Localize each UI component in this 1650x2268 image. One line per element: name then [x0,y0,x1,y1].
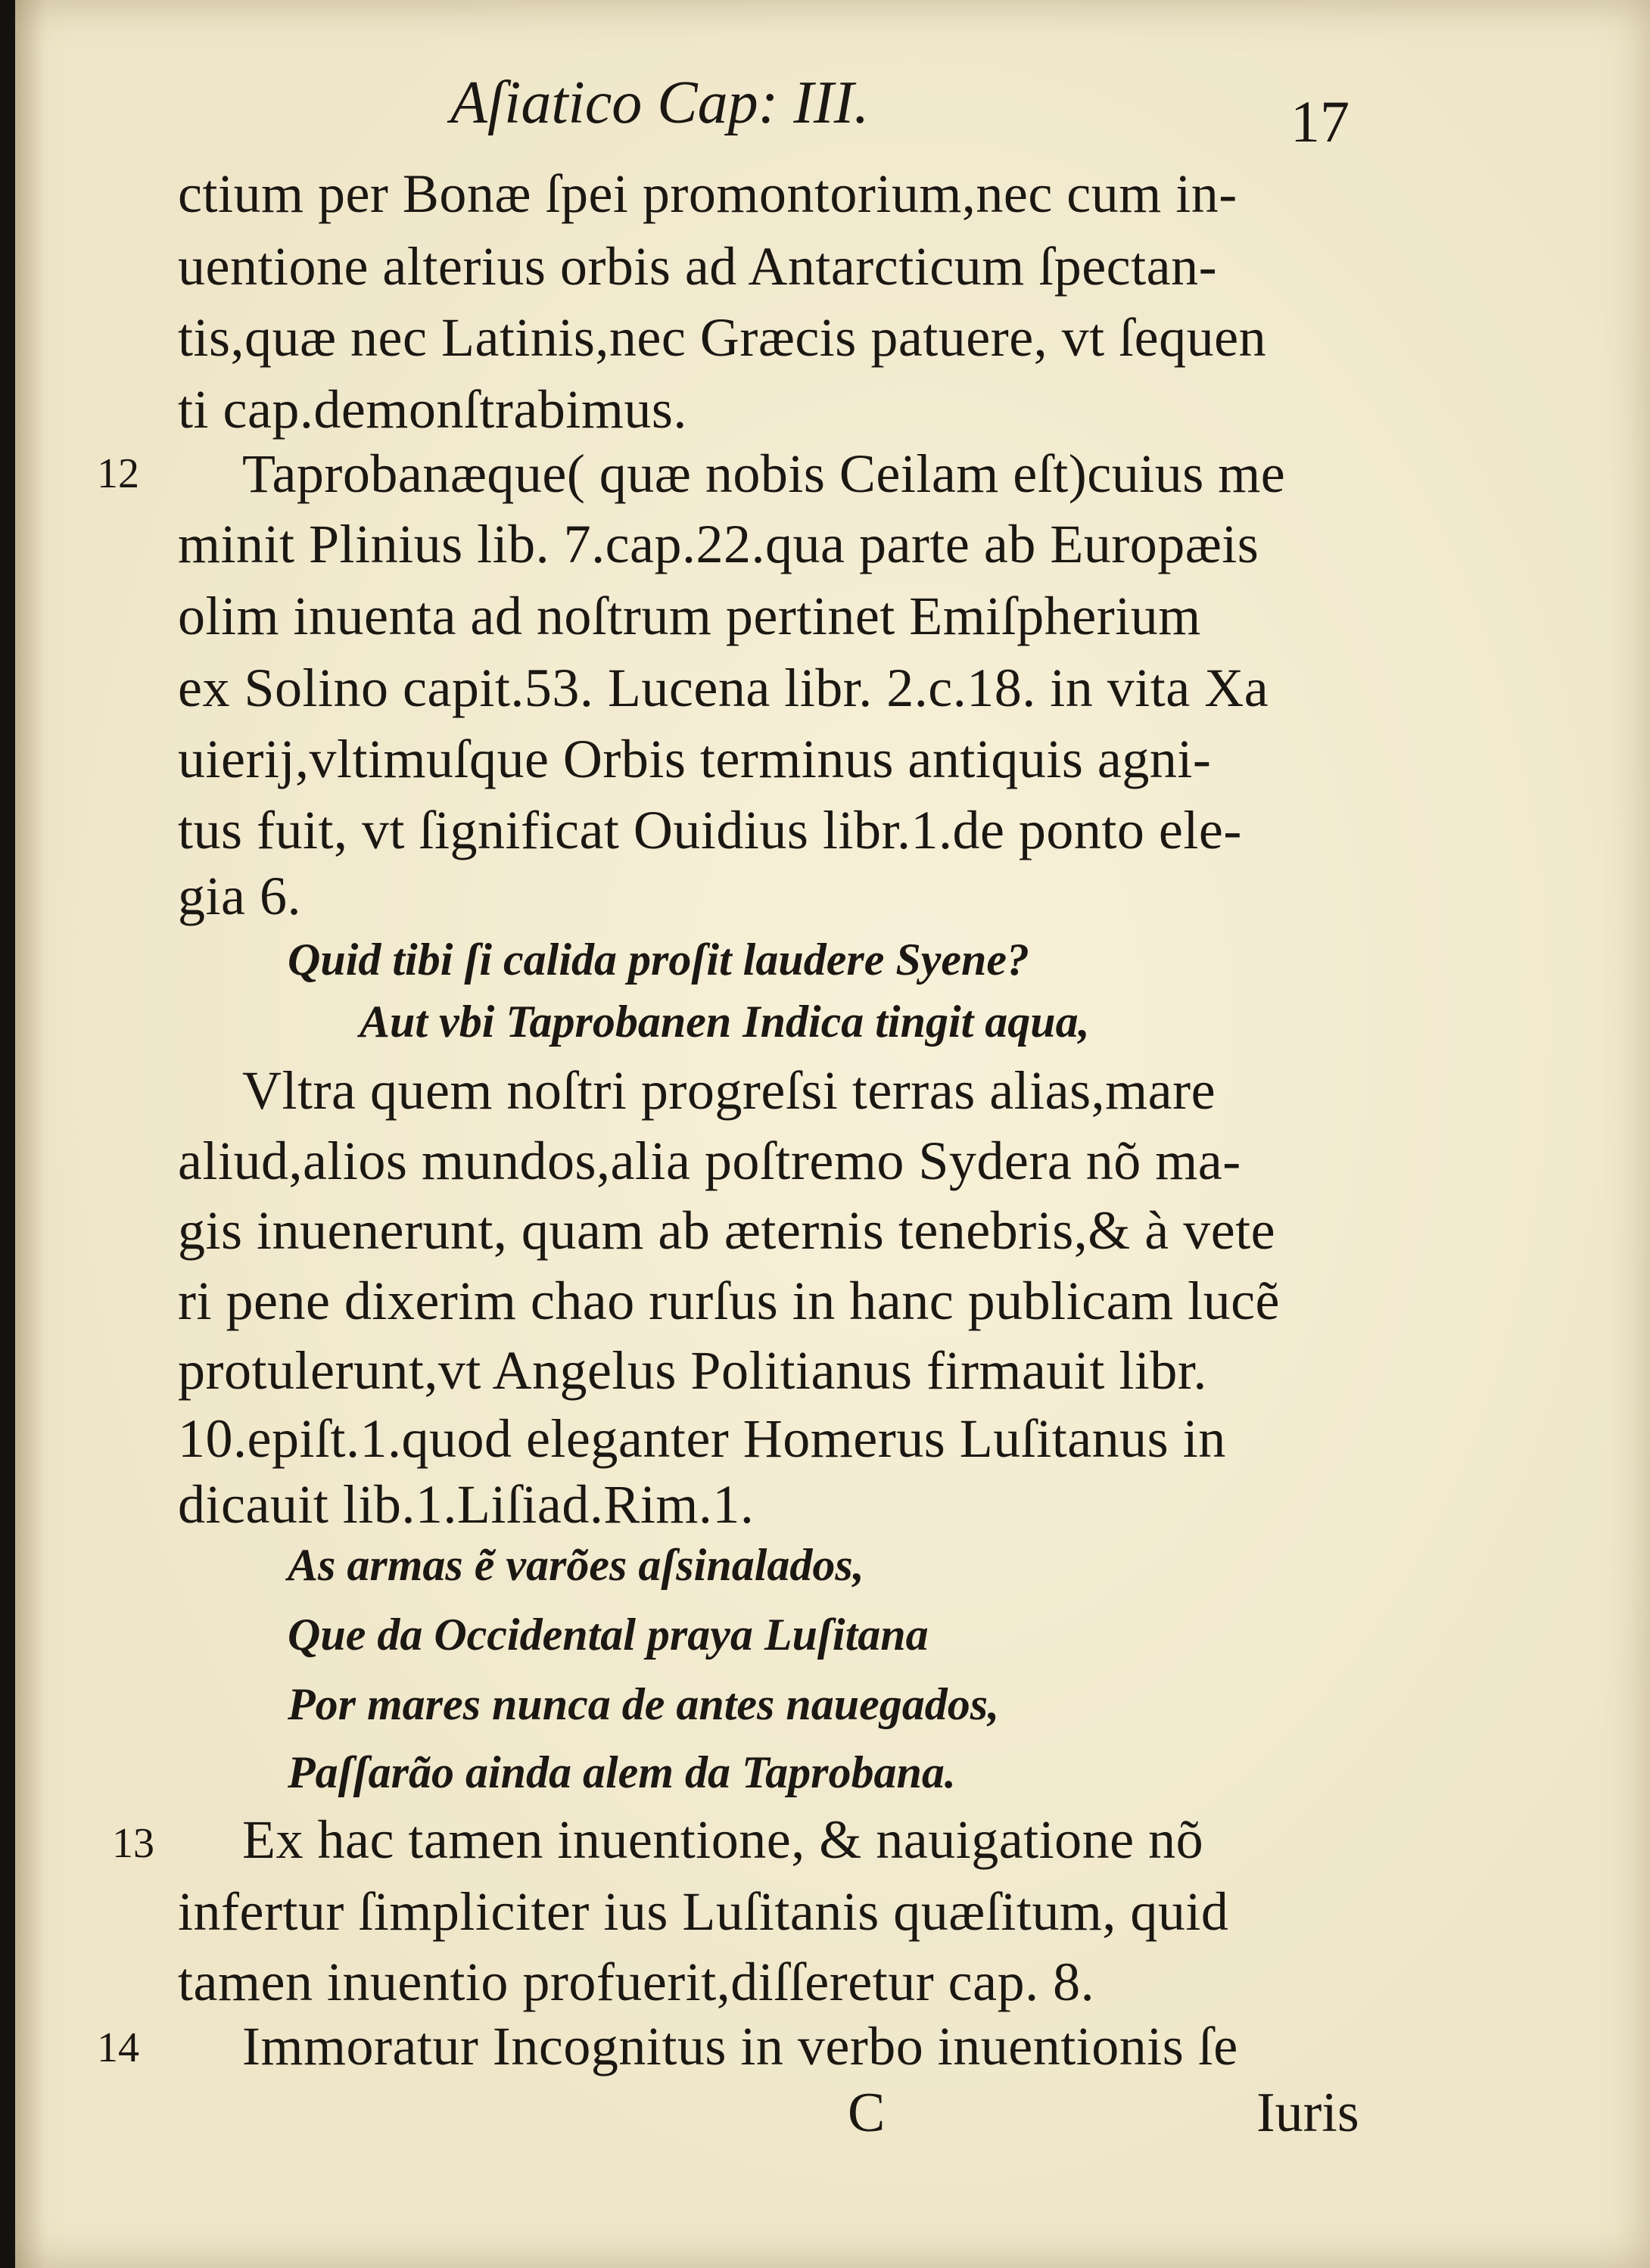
text-line: Ex hac tamen inuentione, & nauigatione nõ [242,1809,1204,1870]
text-line: ri pene dixerim chao rurſus in hanc publicam lucẽ [178,1271,1280,1331]
verse-line: Que da Occidental praya Luſitana [288,1610,929,1660]
text-line: tis,quæ nec Latinis,nec Græcis patuere, vt ſequen [178,307,1267,368]
text-line: aliud,alios mundos,alia poſtremo Sydera nõ ma- [178,1131,1241,1191]
text-line: tamen inuentio profuerit,diſſeretur cap. 8. [178,1952,1095,2012]
text-line: Taprobanæque( quæ nobis Ceilam eſt)cuius me [242,443,1286,504]
text-line: ex Solino capit.53. Lucena libr. 2.c.18. in vita Xa [178,658,1269,718]
text-line: uierij,vltimuſque Orbis terminus antiquis agni- [178,729,1212,789]
running-header: Aſiatico Cap: III. [450,70,870,136]
text-line: protulerunt,vt Angelus Politianus firmauit libr. [178,1340,1207,1401]
text-line: ti cap.demonſtrabimus. [178,379,687,440]
text-line: Immoratur Incognitus in verbo inuentionis ſe [242,2016,1238,2077]
verse-line: Quid tibi ſi calida proſit laudere Syene? [288,935,1029,985]
page-number: 17 [1290,89,1350,154]
catchword: Iuris [1256,2082,1359,2144]
text-line: dicauit lib.1.Liſiad.Rim.1. [178,1474,755,1535]
verse-line: Paſſarão ainda alem da Taprobana. [288,1747,956,1797]
text-line: gis inuenerunt, quam ab æternis tenebris,& à vete [178,1200,1276,1261]
text-line: ctium per Bonæ ſpei promontorium,nec cum in- [178,163,1238,224]
text-line: minit Plinius lib. 7.cap.22.qua parte ab Europæis [178,514,1259,574]
text-line: tus fuit, vt ſignificat Ouidius libr.1.de ponto ele- [178,800,1242,860]
paragraph-number: 12 [97,450,139,497]
verse-line: As armas ẽ varões aſsinalados, [288,1540,864,1590]
book-page [15,0,1650,2268]
text-line: uentione alterius orbis ad Antarcticum ſpectan- [178,236,1218,297]
text-line: infertur ſimpliciter ius Luſitanis quæſitum, quid [178,1881,1229,1942]
signature-mark: C [848,2082,886,2144]
text-line: olim inuenta ad noſtrum pertinet Emiſpherium [178,586,1201,646]
text-line: gia 6. [178,866,301,926]
text-line: Vltra quem noſtri progreſsi terras alias,mare [242,1060,1216,1121]
text-line: 10.epiſt.1.quod eleganter Homerus Luſitanus in [178,1408,1226,1469]
paragraph-number: 14 [97,2024,139,2071]
verse-line: Por mares nunca de antes nauegados, [288,1679,1000,1729]
paragraph-number: 13 [112,1820,154,1867]
verse-line: Aut vbi Taprobanen Indica tingit aqua, [360,997,1090,1047]
